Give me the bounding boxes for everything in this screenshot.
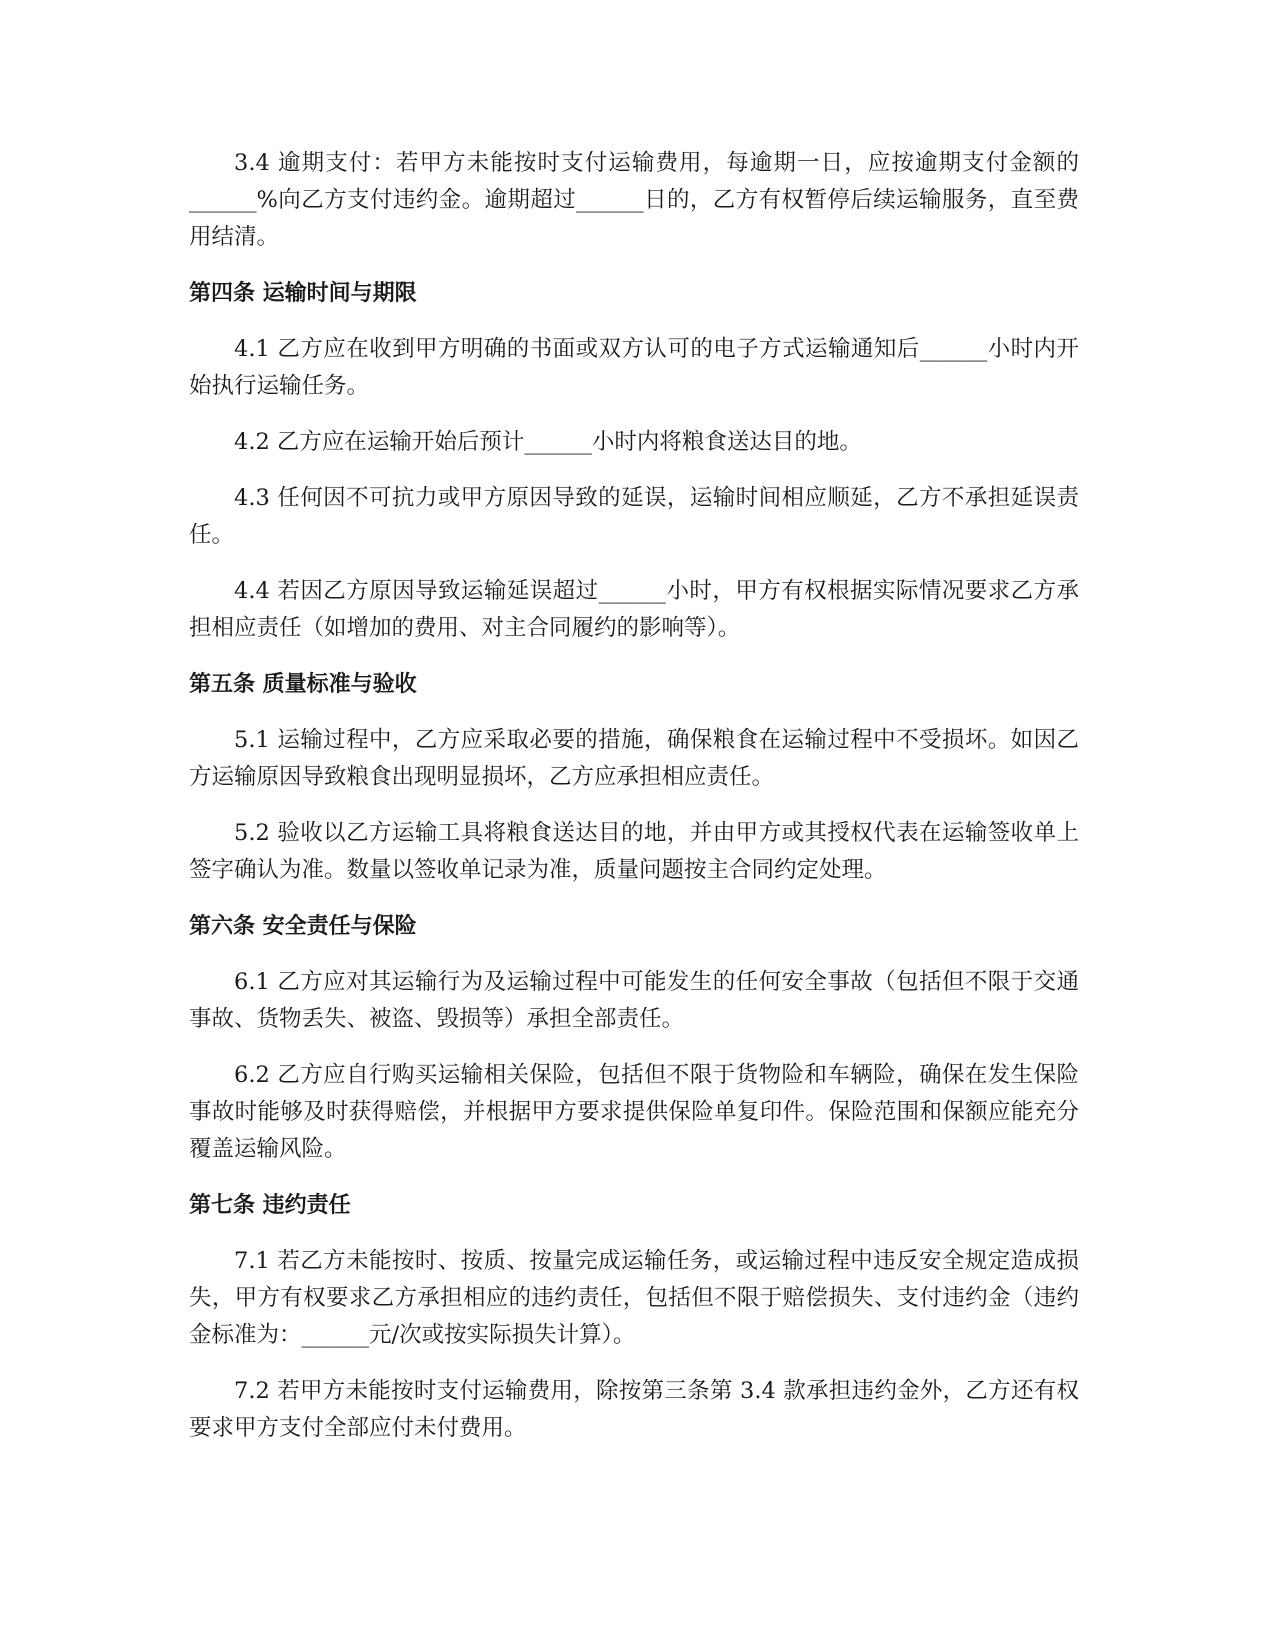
article-4-heading: 第四条 运输时间与期限 [189,281,417,306]
article-5-heading: 第五条 质量标准与验收 [189,672,417,697]
clause-5-2: 5.2 验收以乙方运输工具将粮食送达目的地，并由甲方或其授权代表在运输签收单上签字确认为准。数量以签收单记录为准，质量问题按主合同约定处理。 [189,820,1079,883]
document-page [189,145,1079,1466]
article-6-heading: 第六条 安全责任与保险 [189,914,417,939]
clause-4-2: 4.2 乙方应在运输开始后预计______小时内将粮食送达目的地。 [234,429,862,455]
clause-3-4: 3.4 逾期支付：若甲方未能按时支付运输费用，每逾期一日，应按逾期支付金额的______%向乙方支付违约金。逾期超过______日的，乙方有权暂停后续运输服务，直至费用结清。 [189,150,1079,250]
clause-6-1: 6.1 乙方应对其运输行为及运输过程中可能发生的任何安全事故（包括但不限于交通事故、货物丢失、被盗、毁损等）承担全部责任。 [189,969,1079,1032]
clause-7-1: 7.1 若乙方未能按时、按质、按量完成运输任务，或运输过程中违反安全规定造成损失，甲方有权要求乙方承担相应的违约责任，包括但不限于赔偿损失、支付违约金（违约金标准为：______元/次或按实际损失计算）。 [189,1248,1079,1348]
clause-7-2: 7.2 若甲方未能按时支付运输费用，除按第三条第 3.4 款承担违约金外，乙方还有权要求甲方支付全部应付未付费用。 [189,1378,1079,1441]
clause-5-1: 5.1 运输过程中，乙方应采取必要的措施，确保粮食在运输过程中不受损坏。如因乙方运输原因导致粮食出现明显损坏，乙方应承担相应责任。 [189,727,1079,790]
article-7-heading: 第七条 违约责任 [189,1193,351,1218]
clause-4-4: 4.4 若因乙方原因导致运输延误超过______小时，甲方有权根据实际情况要求乙方承担相应责任（如增加的费用、对主合同履约的影响等）。 [189,578,1079,641]
clause-4-1: 4.1 乙方应在收到甲方明确的书面或双方认可的电子方式运输通知后______小时内开始执行运输任务。 [189,336,1079,399]
clause-4-3: 4.3 任何因不可抗力或甲方原因导致的延误，运输时间相应顺延，乙方不承担延误责任。 [189,485,1079,548]
clause-6-2: 6.2 乙方应自行购买运输相关保险，包括但不限于货物险和车辆险，确保在发生保险事故时能够及时获得赔偿，并根据甲方要求提供保险单复印件。保险范围和保额应能充分覆盖运输风险。 [189,1062,1079,1162]
